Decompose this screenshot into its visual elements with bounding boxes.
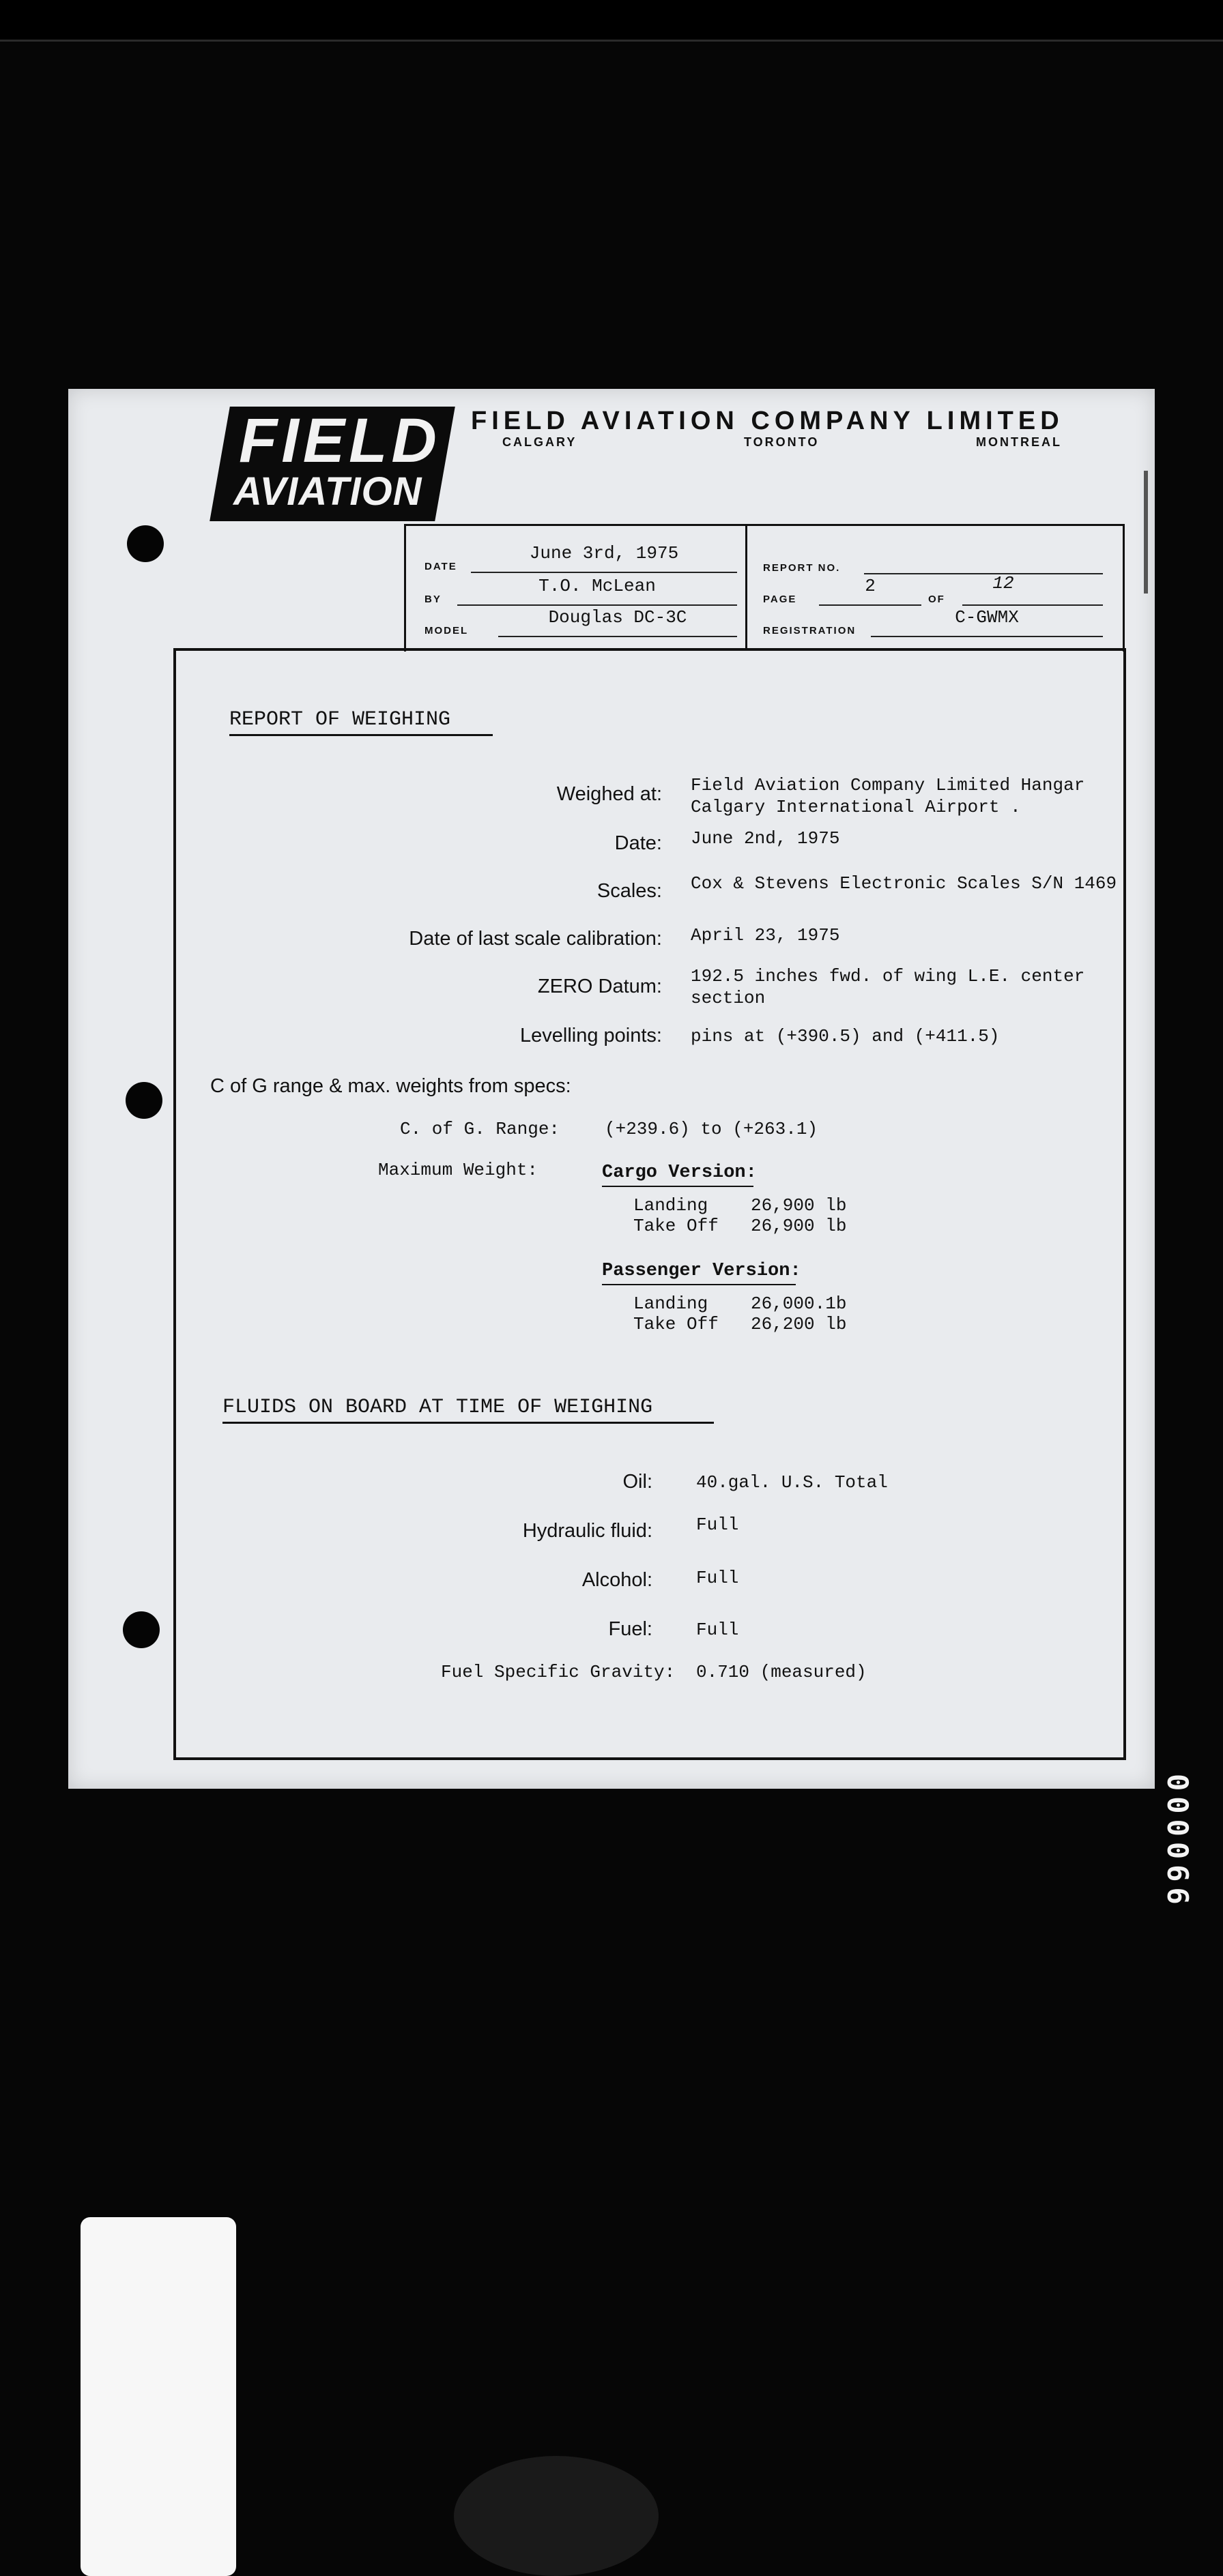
weighed-at-value: Field Aviation Company Limited Hangar (691, 775, 1085, 795)
levelling-points-value: pins at (+390.5) and (+411.5) (691, 1026, 1000, 1046)
city-montreal: MONTREAL (976, 435, 1062, 449)
scales-value: Cox & Stevens Electronic Scales S/N 1469 (691, 873, 1117, 894)
company-name: FIELD AVIATION COMPANY LIMITED (471, 407, 1064, 435)
weigh-date-label: Date: (614, 832, 662, 854)
passenger-takeoff-label: Take Off (633, 1314, 719, 1334)
page-edge-mark (1144, 471, 1148, 594)
date-value: June 3rd, 1975 (529, 543, 679, 564)
of-underline (962, 604, 1103, 606)
date-underline (471, 572, 737, 573)
cargo-landing-label: Landing (633, 1195, 708, 1216)
date-label: DATE (425, 561, 457, 572)
punch-hole-bottom (123, 1611, 160, 1648)
film-top-edge (0, 0, 1223, 41)
levelling-points-label: Levelling points: (520, 1025, 662, 1046)
passenger-landing-label: Landing (633, 1293, 708, 1314)
fluids-title-underline (222, 1422, 714, 1424)
weighed-at-label: Weighed at: (556, 783, 662, 805)
passenger-version-title: Passenger Version: (602, 1261, 801, 1281)
passenger-version-underline (602, 1284, 796, 1285)
fuel-value: Full (696, 1620, 739, 1640)
calibration-value: April 23, 1975 (691, 925, 840, 946)
company-logo (231, 406, 449, 518)
city-toronto: TORONTO (744, 435, 820, 449)
passenger-landing-value: 26,000.1b (751, 1293, 847, 1314)
report-no-label: REPORT NO. (763, 562, 841, 574)
cargo-landing-value: 26,900 lb (751, 1195, 847, 1216)
zero-datum-value: 192.5 inches fwd. of wing L.E. center (691, 966, 1085, 986)
cargo-version-title: Cargo Version: (602, 1162, 757, 1183)
cargo-takeoff-value: 26,900 lb (751, 1216, 847, 1236)
fluids-title: FLUIDS ON BOARD AT TIME OF WEIGHING (222, 1396, 653, 1419)
report-title-underline (229, 734, 493, 736)
punch-hole-middle (126, 1082, 162, 1119)
fuel-gravity-value: 0.710 (measured) (696, 1662, 867, 1682)
oil-value: 40.gal. U.S. Total (696, 1472, 888, 1493)
film-stain (454, 2456, 659, 2576)
by-value: T.O. McLean (538, 576, 656, 596)
city-calgary: CALGARY (502, 435, 577, 449)
scales-label: Scales: (596, 880, 662, 902)
model-underline (498, 636, 737, 637)
logo-line-aviation: AVIATION (233, 469, 422, 514)
film-glare (81, 2217, 236, 2576)
page-value: 2 (865, 576, 876, 596)
page-underline (819, 604, 921, 606)
punch-hole-top (127, 525, 164, 562)
alcohol-label: Alcohol: (581, 1569, 652, 1591)
alcohol-value: Full (696, 1568, 739, 1588)
passenger-takeoff-value: 26,200 lb (751, 1314, 847, 1334)
page-label: PAGE (763, 594, 797, 605)
cargo-version-underline (602, 1186, 753, 1187)
model-label: MODEL (425, 625, 469, 636)
document-page (68, 389, 1155, 1789)
registration-value: C-GWMX (955, 607, 1019, 628)
registration-label: REGISTRATION (763, 625, 857, 636)
fuel-label: Fuel: (608, 1618, 652, 1640)
report-title: REPORT OF WEIGHING (229, 708, 451, 731)
cargo-takeoff-label: Take Off (633, 1216, 719, 1236)
weigh-date-value: June 2nd, 1975 (691, 828, 840, 849)
logo-line-field: FIELD (239, 406, 441, 475)
film-edge-line (0, 40, 1223, 42)
max-weight-label: Maximum Weight: (378, 1160, 538, 1180)
cg-range-value: (+239.6) to (+263.1) (605, 1119, 818, 1139)
registration-underline (871, 636, 1103, 637)
header-info-divider (745, 524, 747, 649)
zero-datum-label: ZERO Datum: (537, 976, 662, 997)
weighed-at-value-line2: Calgary International Airport . (691, 797, 1021, 817)
model-value: Douglas DC-3C (548, 607, 687, 628)
fuel-gravity-label: Fuel Specific Gravity: (441, 1662, 676, 1682)
hydraulic-fluid-label: Hydraulic fluid: (522, 1520, 652, 1542)
of-label: OF (928, 594, 945, 605)
film-frame-number: 000066 (1161, 1774, 1194, 1910)
of-value: 12 (992, 573, 1014, 594)
by-label: BY (425, 594, 442, 605)
calibration-label: Date of last scale calibration: (409, 928, 662, 950)
by-underline (457, 604, 737, 606)
hydraulic-fluid-value: Full (696, 1514, 739, 1535)
oil-label: Oil: (622, 1471, 652, 1493)
cg-range-label: C. of G. Range: (400, 1119, 560, 1139)
zero-datum-value-line2: section (691, 988, 766, 1008)
cg-heading: C of G range & max. weights from specs: (210, 1075, 571, 1097)
